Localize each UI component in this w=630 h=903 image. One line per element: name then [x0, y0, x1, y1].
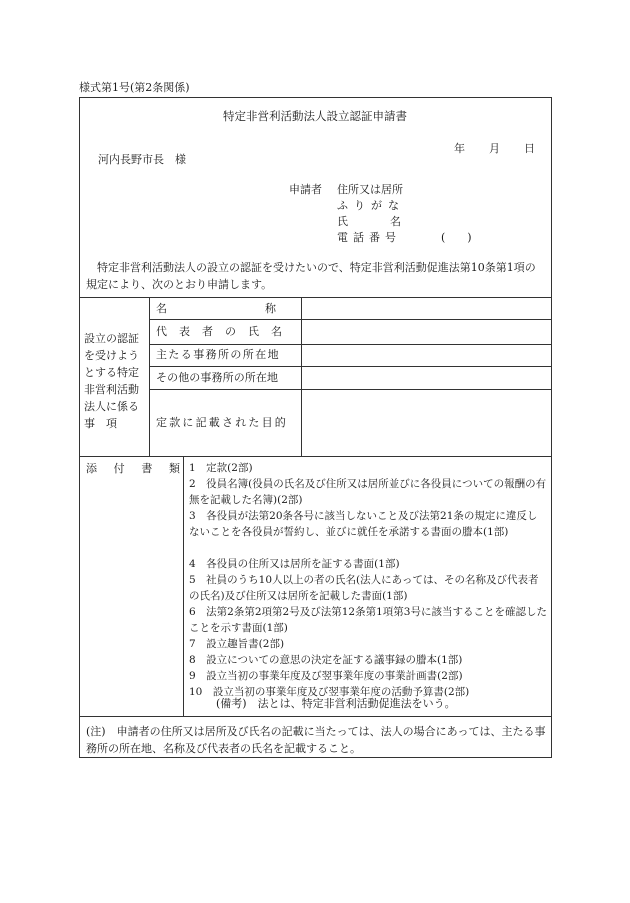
divider: [149, 344, 552, 345]
category-label: 設立の認証を受けようとする特定非営利活動法人に係る事 項: [84, 332, 139, 430]
applicant-name-text: 氏名: [337, 215, 443, 228]
attachment-item: 10 設立当初の事業年度及び翌事業年度の活動予算書(2部): [189, 686, 470, 698]
divider: [149, 297, 150, 456]
divider: [301, 297, 302, 456]
remark: (備考) 法とは、特定非営利活動促進法をいう。: [216, 697, 456, 710]
form-number: 様式第1号(第2条関係): [79, 81, 190, 94]
attachment-item: 5 社員のうち10人以上の者の氏名(法人にあっては、その名称及び代表者の氏名)及び住所又は居所を記載した書面(1部): [189, 574, 539, 602]
date-year-label: 年: [454, 142, 465, 155]
attachment-item: 1 定款(2部): [189, 462, 253, 474]
divider: [149, 319, 552, 320]
divider: [183, 456, 184, 716]
item-other-office-label: その他の事務所の所在地: [156, 371, 279, 384]
item-purpose-label: 定款に記載された目的: [156, 416, 288, 429]
applicant-name-label: [337, 215, 443, 229]
attachments-label-char: 付: [113, 462, 125, 475]
applicant-phone-label: 電話番号: [337, 231, 401, 244]
item-representative-label: 代表者の氏名: [156, 325, 294, 338]
attachment-item: 8 設立についての意思の決定を証する議事録の謄本(1部): [189, 654, 463, 666]
note: (注) 申請者の住所又は居所及び氏名の記載に当たっては、法人の場合にあっては、主たる事務所の所在地、名称及び代表者の氏名を記載すること。: [86, 725, 546, 755]
attachment-item: 2 役員名簿(役員の氏名及び住所又は居所並びに各役員についての報酬の有無を記載した名簿)(2部): [189, 478, 547, 506]
divider: [79, 716, 552, 717]
attachments-label-char: 類: [168, 462, 180, 475]
attachments-label: [86, 460, 180, 476]
divider: [79, 456, 552, 457]
date-month-label: 月: [489, 142, 500, 155]
item-main-office-label: 主たる事務所の所在地: [156, 348, 280, 361]
request-paragraph: 特定非営利活動法人の設立の認証を受けたいので、特定非営利活動促進法第10条第1項の規定により、次のとおり申請します。: [86, 261, 536, 291]
applicant-address-label: 住所又は居所: [337, 183, 403, 196]
applicant-phone-parens: ( ): [441, 231, 472, 244]
attachment-item: 9 設立当初の事業年度及び翌事業年度の事業計画書(2部): [189, 670, 463, 682]
attachments-label-char: 添: [86, 462, 97, 475]
applicant-label: 申請者: [289, 183, 322, 196]
addressee: 河内長野市長 様: [98, 153, 186, 166]
item-name-label: 名称: [156, 302, 374, 315]
attachment-item: 7 設立趣旨書(2部): [189, 638, 285, 650]
divider: [149, 366, 552, 367]
divider: [149, 389, 552, 390]
attachments-label-char: 書: [141, 462, 153, 475]
attachment-item: 3 各役員が法第20条各号に該当しないこと及び法第21条の規定に違反しないことを各役員が誓約し、並びに就任を承諾する書面の謄本(1部): [189, 510, 538, 538]
date-day-label: 日: [524, 142, 535, 155]
attachment-item: 6 法第2条第2項第2号及び法第12条第1項第3号に該当することを確認したことを示す書面(1部): [189, 606, 547, 634]
applicant-furigana-label: ふりがな: [337, 199, 405, 212]
form-title: 特定非営利活動法人設立認証申請書: [223, 109, 407, 123]
attachment-item: 4 各役員の住所又は居所を証する書面(1部): [189, 558, 400, 570]
